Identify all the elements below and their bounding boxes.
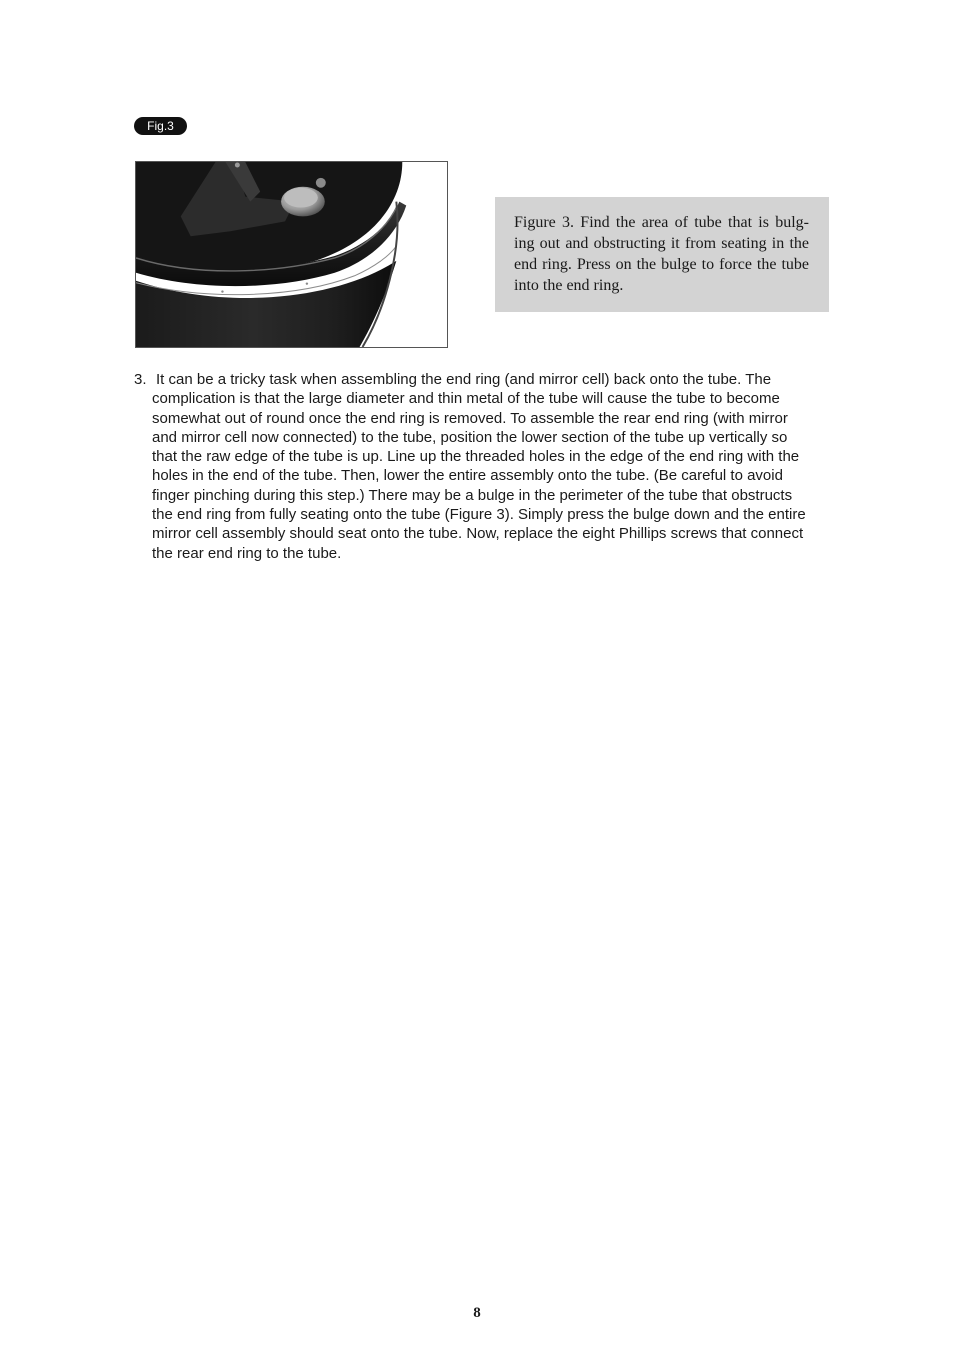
figure-caption-text: Figure 3. Find the area of tube that is bulg-ing out and obstructing it from seating in the end ring. Press on the bulge to force the tube into the end ring.: [514, 214, 809, 294]
figure-label-badge: Fig.3: [134, 117, 187, 135]
step-number: 3.: [134, 371, 147, 388]
page-number: 8: [473, 1305, 481, 1321]
instruction-step-3: [134, 370, 814, 563]
step-body-text: It can be a tricky task when assembling the end ring (and mirror cell) back onto the tube. The complication is that the large diameter and thin metal of the tube will cause the tube to become somewhat out of round once the end ring is removed. To assemble the rear end ring (with mirror and mirror cell now connected) to the tube, position the lower section of the tube up vertically so that the raw edge of the tube is up. Line up the threaded holes in the edge of the end ring with the holes in the end of the tube. Then, lower the entire assembly onto the tube. (Be careful to avoid finger pinching during this step.) There may be a bulge in the perimeter of the tube that obstructs the end ring from fully seating onto the tube (Figure 3). Simply press the bulge down and the entire mirror cell assembly should seat onto the tube. Now, replace the eight Phillips screws that connect the rear end ring to the tube.: [152, 371, 806, 562]
tube-end-ring-photo-illustration: [136, 162, 447, 347]
figure-caption-box: [495, 197, 829, 312]
figure-photo-tube-end-ring: [135, 161, 448, 348]
